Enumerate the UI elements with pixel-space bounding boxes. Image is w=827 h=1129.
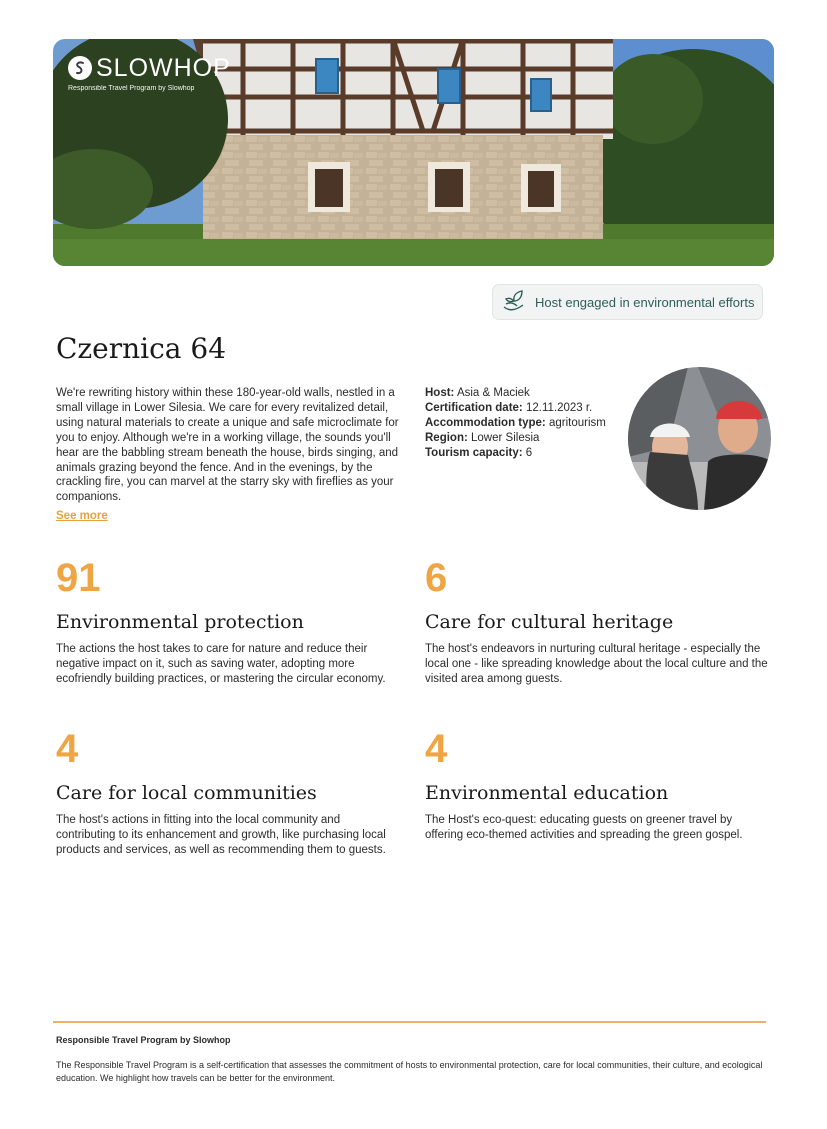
score-value: 4	[425, 727, 448, 771]
fact-host: Host: Asia & Maciek	[425, 387, 530, 399]
fact-certification-date: Certification date: 12.11.2023 r.	[425, 401, 593, 414]
footer-title: Responsible Travel Program by Slowhop	[56, 1035, 231, 1045]
hero-photo	[53, 39, 774, 266]
score-description: The host's actions in fitting into the local community and contributing to its enhancement and growth, like purchasing local products and services, as well as recommending them to guests.	[56, 814, 386, 856]
fact-accommodation-type: Accommodation type: agritourism	[425, 416, 606, 429]
footer-text: The Responsible Travel Program is a self-certification that assesses the commitment of hosts to environmental protection, care for local communities, their culture, and ecological education. We highlight how travels can be better for the environment.	[56, 1060, 763, 1083]
score-title: Environmental education	[425, 782, 669, 804]
listing-description: We're rewriting history within these 180-year-old walls, nestled in a small village in Lower Silesia. We care for every revitalized detail, using natural materials to create a unique and safe microclimate for you to enjoy. Although we're in a working village, the sounds you'll hear are the babbling stream beneath the house, birds singing, and animals grazing beyond the fence. And in the evenings, by the crackling fire, you can marvel at the starry sky with fireflies as your companions.	[56, 387, 399, 504]
slowhop-logo-icon	[68, 56, 92, 80]
score-title: Care for cultural heritage	[425, 611, 674, 633]
score-title: Environmental protection	[56, 611, 304, 633]
host-facts	[425, 386, 606, 461]
logo-subtitle: Responsible Travel Program by Slowhop	[68, 85, 195, 92]
score-description: The host's endeavors in nurturing cultural heritage - especially the local one - like spreading knowledge about the local culture and the visited area among guests.	[425, 643, 768, 685]
score-description: The actions the host takes to care for nature and reduce their negative impact on it, such as saving water, adopting more ecofriendly building practices, or mastering the circular economy.	[56, 643, 386, 685]
environment-badge	[492, 284, 763, 320]
score-environmental-protection	[56, 556, 401, 687]
page-title: Czernica 64	[56, 332, 227, 365]
footer-divider	[53, 1021, 766, 1023]
score-description: The Host's eco-quest: educating guests on greener travel by offering eco-themed activities and spreading the green gospel.	[425, 814, 743, 841]
leaf-hand-icon	[501, 289, 527, 316]
slowhop-logo	[68, 55, 231, 92]
score-local-communities	[56, 727, 401, 858]
score-cultural-heritage	[425, 556, 770, 687]
see-more-link[interactable]: See more	[56, 510, 108, 522]
fact-tourism-capacity: Tourism capacity: 6	[425, 446, 533, 459]
score-value: 91	[56, 556, 101, 600]
score-value: 6	[425, 556, 448, 600]
score-title: Care for local communities	[56, 782, 317, 804]
score-value: 4	[56, 727, 79, 771]
badge-label: Host engaged in environmental efforts	[535, 294, 755, 310]
fact-region: Region: Lower Silesia	[425, 431, 540, 444]
logo-text: SLOWHOP	[96, 54, 231, 82]
score-environmental-education	[425, 727, 770, 843]
host-avatar	[628, 367, 771, 510]
